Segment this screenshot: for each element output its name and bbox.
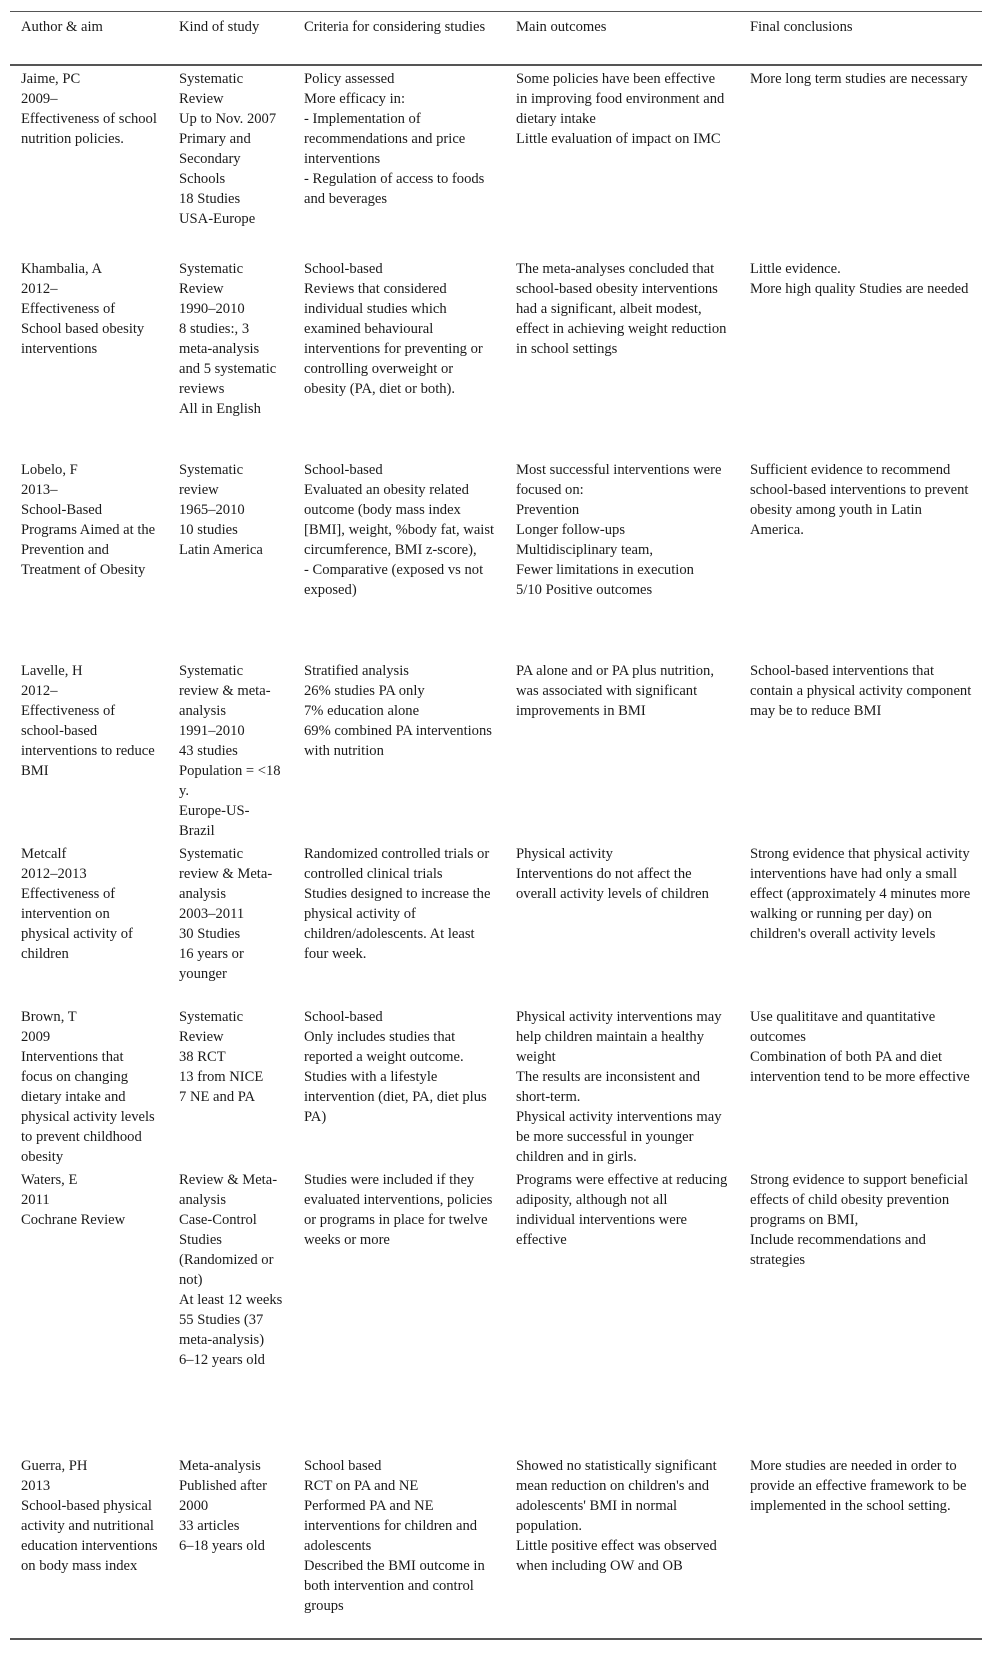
- cell-line: 2003–2011: [179, 906, 245, 922]
- cell-line: School-based: [304, 1009, 383, 1025]
- cell-line: Prevention: [516, 502, 580, 518]
- cell-line: Interventions that focus on changing dietary intake and physical activity levels to prevent childhood obesity: [21, 1049, 155, 1165]
- cell-outcomes: [505, 256, 739, 457]
- cell-line: - Regulation of access to foods and beverages: [304, 171, 485, 207]
- cell-line: Systematic Review: [179, 1009, 244, 1045]
- cell-line: Lobelo, F: [21, 462, 78, 478]
- systematic-reviews-table: [10, 11, 982, 1640]
- cell-outcomes: [505, 841, 739, 1004]
- cell-criteria: [293, 1167, 505, 1453]
- cell-line: Multidisciplinary team,: [516, 542, 653, 558]
- cell-line: 2013: [21, 1478, 51, 1494]
- cell-line: - Comparative (exposed vs not exposed): [304, 562, 484, 598]
- cell-line: Studies were included if they evaluated interventions, policies or programs in place for twelve weeks or more: [304, 1172, 493, 1248]
- cell-line: 2009: [21, 1029, 51, 1045]
- cell-conclusions: [739, 841, 982, 1004]
- cell-line: 2009–: [21, 91, 58, 107]
- cell-line: Described the BMI outcome in both intervention and control groups: [304, 1558, 485, 1614]
- table-row: [10, 1453, 982, 1639]
- cell-outcomes: [505, 457, 739, 658]
- cell-line: At least 12 weeks: [179, 1292, 283, 1308]
- cell-line: More studies are needed in order to provide an effective framework to be implemented in the school setting.: [750, 1458, 967, 1514]
- cell-line: School-based: [304, 261, 383, 277]
- cell-conclusions: [739, 65, 982, 256]
- cell-line: - Implementation of recommendations and price interventions: [304, 111, 466, 167]
- header-main-outcomes: Main outcomes: [505, 12, 739, 66]
- cell-line: Performed PA and NE interventions for children and adolescents: [304, 1498, 478, 1554]
- cell-line: Case-Control Studies (Randomized or not): [179, 1212, 274, 1288]
- cell-line: Population = <18 y.: [179, 763, 281, 799]
- cell-line: 18 Studies: [179, 191, 241, 207]
- header-final-conclusions: Final conclusions: [739, 12, 982, 66]
- cell-line: Waters, E: [21, 1172, 78, 1188]
- table-row: [10, 1004, 982, 1167]
- cell-conclusions: [739, 658, 982, 841]
- cell-line: Brown, T: [21, 1009, 77, 1025]
- cell-line: 33 articles: [179, 1518, 240, 1534]
- cell-line: 2012–: [21, 281, 58, 297]
- cell-line: Showed no statistically significant mean reduction on children's and adolescents' BMI in normal population.: [516, 1458, 717, 1534]
- cell-line: Programs were effective at reducing adiposity, although not all individual interventions were effective: [516, 1172, 728, 1248]
- cell-line: Europe-US-Brazil: [179, 803, 250, 839]
- cell-line: Little evaluation of impact on IMC: [516, 131, 721, 147]
- cell-outcomes: [505, 1167, 739, 1453]
- cell-line: Policy assessed: [304, 71, 395, 87]
- cell-line: Sufficient evidence to recommend school-based interventions to prevent obesity among youth in Latin America.: [750, 462, 969, 538]
- cell-line: School-based physical activity and nutritional education interventions on body mass index: [21, 1498, 158, 1574]
- cell-criteria: [293, 256, 505, 457]
- cell-author: [10, 841, 168, 1004]
- cell-line: Metcalf: [21, 846, 67, 862]
- cell-line: Strong evidence to support beneficial effects of child obesity prevention programs on BMI,: [750, 1172, 969, 1228]
- cell-criteria: [293, 1004, 505, 1167]
- cell-kind: [168, 841, 293, 1004]
- cell-line: RCT on PA and NE: [304, 1478, 419, 1494]
- cell-kind: [168, 457, 293, 658]
- cell-line: Lavelle, H: [21, 663, 83, 679]
- cell-line: 5/10 Positive outcomes: [516, 582, 653, 598]
- cell-line: Studies designed to increase the physical activity of children/adolescents. At least four week.: [304, 886, 491, 962]
- cell-line: The meta-analyses concluded that school-based obesity interventions had a significant, albeit modest, effect in achieving weight reduction in school settings: [516, 261, 727, 357]
- cell-line: 10 studies: [179, 522, 238, 538]
- cell-line: Reviews that considered individual studies which examined behavioural interventions for preventing or controlling overweight or obesity (PA, diet or both).: [304, 281, 483, 397]
- header-kind-of-study: Kind of study: [168, 12, 293, 66]
- cell-line: 16 years or younger: [179, 946, 244, 982]
- cell-line: Meta-analysis: [179, 1458, 261, 1474]
- cell-line: Strong evidence that physical activity interventions have had only a small effect (approximately 4 minutes more walking or running per day) on children's overall activity levels: [750, 846, 971, 942]
- cell-kind: [168, 1453, 293, 1639]
- cell-line: School-based: [304, 462, 383, 478]
- cell-line: Some policies have been effective in improving food environment and dietary intake: [516, 71, 725, 127]
- cell-line: 26% studies PA only: [304, 683, 425, 699]
- cell-criteria: [293, 841, 505, 1004]
- table-row: [10, 65, 982, 256]
- cell-criteria: [293, 1453, 505, 1639]
- cell-author: [10, 1167, 168, 1453]
- cell-line: USA-Europe: [179, 211, 256, 227]
- table-header: [10, 12, 982, 66]
- cell-conclusions: [739, 256, 982, 457]
- cell-line: The results are inconsistent and short-term.: [516, 1069, 700, 1105]
- cell-line: Longer follow-ups: [516, 522, 626, 538]
- cell-outcomes: [505, 658, 739, 841]
- cell-line: Only includes studies that reported a weight outcome.: [304, 1029, 464, 1065]
- cell-author: [10, 256, 168, 457]
- cell-conclusions: [739, 1167, 982, 1453]
- table-body: [10, 65, 982, 1639]
- cell-line: 1965–2010: [179, 502, 245, 518]
- cell-line: Cochrane Review: [21, 1212, 126, 1228]
- cell-line: 2012–: [21, 683, 58, 699]
- cell-line: 8 studies:, 3 meta-analysis and 5 systematic reviews: [179, 321, 277, 397]
- cell-kind: [168, 256, 293, 457]
- cell-conclusions: [739, 1004, 982, 1167]
- cell-author: [10, 457, 168, 658]
- cell-author: [10, 658, 168, 841]
- cell-author: [10, 1004, 168, 1167]
- cell-conclusions: [739, 1453, 982, 1639]
- table-row: [10, 658, 982, 841]
- cell-line: Latin America: [179, 542, 263, 558]
- cell-line: All in English: [179, 401, 261, 417]
- header-row: [10, 12, 982, 66]
- cell-line: Little evidence.: [750, 261, 841, 277]
- cell-line: Effectiveness of school-based interventions to reduce BMI: [21, 703, 155, 779]
- cell-kind: [168, 65, 293, 256]
- cell-line: Khambalia, A: [21, 261, 103, 277]
- cell-line: Combination of both PA and diet intervention tend to be more effective: [750, 1049, 970, 1085]
- cell-line: More efficacy in:: [304, 91, 406, 107]
- cell-line: 2011: [21, 1192, 50, 1208]
- cell-line: Effectiveness of intervention on physical activity of children: [21, 886, 133, 962]
- cell-line: 30 Studies: [179, 926, 241, 942]
- cell-line: Most successful interventions were focused on:: [516, 462, 722, 498]
- cell-line: Interventions do not affect the overall activity levels of children: [516, 866, 709, 902]
- cell-line: Systematic Review: [179, 71, 244, 107]
- cell-line: School-Based Programs Aimed at the Prevention and Treatment of Obesity: [21, 502, 156, 578]
- cell-line: Studies with a lifestyle intervention (diet, PA, diet plus PA): [304, 1069, 487, 1125]
- cell-line: Little positive effect was observed when including OW and OB: [516, 1538, 717, 1574]
- header-criteria: Criteria for considering studies: [293, 12, 505, 66]
- cell-conclusions: [739, 457, 982, 658]
- table-row: [10, 256, 982, 457]
- cell-line: Evaluated an obesity related outcome (body mass index [BMI], weight, %body fat, waist circumference, BMI z-score),: [304, 482, 495, 558]
- cell-line: Physical activity interventions may be more successful in younger children and in girls.: [516, 1109, 722, 1165]
- cell-line: Physical activity: [516, 846, 613, 862]
- cell-author: [10, 65, 168, 256]
- cell-line: 2012–2013: [21, 866, 87, 882]
- cell-line: 13 from NICE: [179, 1069, 264, 1085]
- cell-line: Randomized controlled trials or controlled clinical trials: [304, 846, 490, 882]
- cell-kind: [168, 1004, 293, 1167]
- cell-line: Systematic review & meta-analysis: [179, 663, 271, 719]
- cell-criteria: [293, 65, 505, 256]
- cell-criteria: [293, 658, 505, 841]
- cell-line: Guerra, PH: [21, 1458, 88, 1474]
- cell-line: School-based interventions that contain a physical activity component may be to reduce BMI: [750, 663, 972, 719]
- cell-outcomes: [505, 1004, 739, 1167]
- cell-line: Published after 2000: [179, 1478, 267, 1514]
- cell-line: 69% combined PA interventions with nutrition: [304, 723, 492, 759]
- cell-line: 6–12 years old: [179, 1352, 265, 1368]
- cell-line: More high quality Studies are needed: [750, 281, 969, 297]
- cell-line: PA alone and or PA plus nutrition, was associated with significant improvements in BMI: [516, 663, 714, 719]
- cell-outcomes: [505, 1453, 739, 1639]
- cell-line: 6–18 years old: [179, 1538, 265, 1554]
- cell-line: 2013–: [21, 482, 58, 498]
- cell-line: 1990–2010: [179, 301, 245, 317]
- table-row: [10, 841, 982, 1004]
- cell-author: [10, 1453, 168, 1639]
- cell-line: Effectiveness of school nutrition policies.: [21, 111, 157, 147]
- cell-kind: [168, 1167, 293, 1453]
- cell-line: More long term studies are necessary: [750, 71, 968, 87]
- table-row: [10, 457, 982, 658]
- cell-line: Systematic review: [179, 462, 244, 498]
- cell-line: School based: [304, 1458, 382, 1474]
- cell-line: 38 RCT: [179, 1049, 226, 1065]
- cell-line: Stratified analysis: [304, 663, 409, 679]
- cell-line: Jaime, PC: [21, 71, 81, 87]
- cell-line: Fewer limitations in execution: [516, 562, 694, 578]
- cell-line: Include recommendations and strategies: [750, 1232, 926, 1268]
- cell-line: 7 NE and PA: [179, 1089, 256, 1105]
- cell-line: Systematic review & Meta-analysis: [179, 846, 273, 902]
- cell-line: 43 studies: [179, 743, 238, 759]
- cell-line: 1991–2010: [179, 723, 245, 739]
- cell-line: Systematic Review: [179, 261, 244, 297]
- cell-criteria: [293, 457, 505, 658]
- table-row: [10, 1167, 982, 1453]
- cell-line: Review & Meta-analysis: [179, 1172, 278, 1208]
- cell-outcomes: [505, 65, 739, 256]
- header-author-aim: Author & aim: [10, 12, 168, 66]
- cell-line: 7% education alone: [304, 703, 420, 719]
- cell-line: Use qualititave and quantitative outcomes: [750, 1009, 936, 1045]
- cell-line: Effectiveness of School based obesity interventions: [21, 301, 145, 357]
- cell-line: Up to Nov. 2007: [179, 111, 277, 127]
- cell-line: Physical activity interventions may help children maintain a healthy weight: [516, 1009, 722, 1065]
- cell-line: Primary and Secondary Schools: [179, 131, 251, 187]
- cell-kind: [168, 658, 293, 841]
- cell-line: 55 Studies (37 meta-analysis): [179, 1312, 265, 1348]
